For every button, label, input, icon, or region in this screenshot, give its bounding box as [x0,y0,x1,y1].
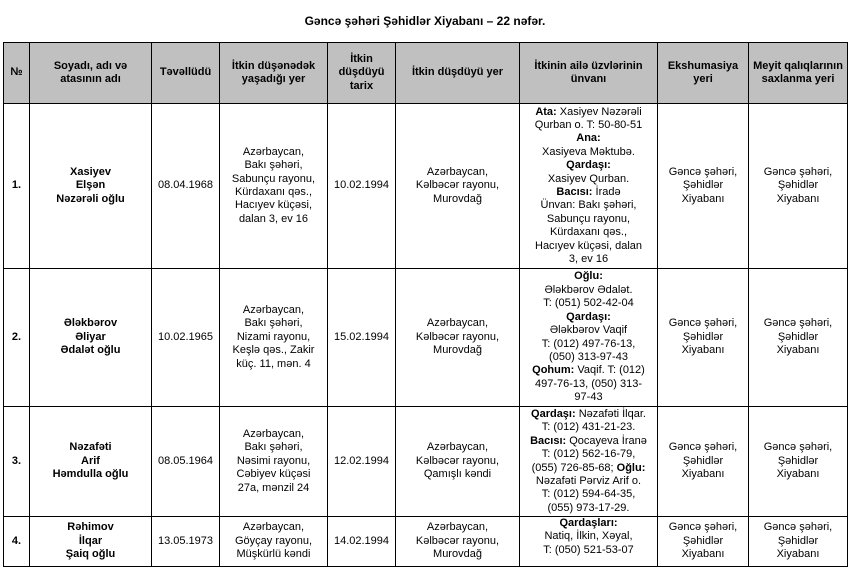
residence-line: Göyçay rayonu, [234,534,313,547]
missing-place [396,517,520,567]
person-name [30,104,152,269]
storage-line: Gəncə şəhəri, [763,521,833,534]
residence-line: 27a, mənzil 24 [237,481,310,494]
name-line: Nəzərəli oğlu [56,192,125,205]
martyrs-table [3,42,848,567]
residence-line: Bakı şəhəri, [244,317,303,330]
birth-date: 13.05.1973 [152,517,220,567]
storage-place [749,104,848,269]
exhumation-line: Şəhidlər [682,454,724,467]
family-text: T: (012) 431-21-23. [541,421,636,434]
family-contacts [520,104,658,269]
person-name [30,407,152,517]
birth-date: 08.04.1968 [152,104,220,269]
family-label: Oğlu: [616,461,646,474]
exhumation-line: Şəhidlər [682,330,724,343]
family-line [522,119,655,132]
storage-line: Gəncə şəhəri, [763,165,833,178]
family-line [522,173,655,186]
family-text: Ələkbərov Ədalət. [544,283,633,296]
family-text: 97-43 [574,391,603,404]
family-text: Hacıyev küçəsi, dalan [535,239,642,252]
missing-date: 15.02.1994 [328,269,396,407]
family-label: Ata: [535,105,557,118]
name-line: Rəhimov [67,521,114,534]
family-line [522,338,655,351]
family-text: T: (012) 497-76-13, [541,337,636,350]
header-exhumation: Ekshumasiya yeri [658,43,749,104]
family-label: Oğlu: [574,270,603,283]
storage-line: Şəhidlər [777,534,819,547]
header-name: Soyadı, adı və atasının adı [30,43,152,104]
family-text: T: (051) 502-42-04 [543,297,634,310]
family-line [522,186,655,199]
place-line: Kəlbəcər rayonu, [415,179,500,192]
family-text: Ələkbərov Vaqif [549,324,628,337]
storage-line: Gəncə şəhəri, [763,441,833,454]
residence-line: Keşlə qəs., Zakir [232,344,315,357]
residence-line: Nizami rayonu, [236,330,311,343]
family-line [522,324,655,337]
family-line [522,462,655,475]
residence-line: Müşkürlü kəndi [236,548,311,561]
name-line: Ədalət oğlu [60,344,121,357]
family-line [522,544,655,557]
family-text: Qocayeva İranə [566,434,647,447]
exhumation-place [658,104,749,269]
residence-line: Bakı şəhəri, [244,159,303,172]
family-line [522,311,655,324]
family-text: Sabunçu rayonu, [546,212,631,225]
family-text: Xasiyeva Məktubə. [542,145,635,158]
family-text: Natiq, İlkin, Xəyal, [544,530,633,543]
family-line [522,146,655,159]
header-place: İtkin düşdüyü yer [396,43,520,104]
family-line [522,213,655,226]
family-text: İradə [592,186,621,198]
person-name [30,269,152,407]
place-line: Murovdağ [433,192,482,205]
exhumation-line: Gəncə şəhəri, [668,441,738,454]
person-name [30,517,152,567]
place-line: Azərbaycan, [426,521,489,534]
family-text: T: (012) 594-64-35, [541,488,636,501]
residence-line: Sabunçu rayonu, [231,172,316,185]
name-line: Elşən [75,179,106,192]
missing-date: 12.02.1994 [328,407,396,517]
family-line [522,530,655,543]
family-contacts [520,517,658,567]
storage-line: Xiyabanı [776,192,820,205]
name-line: Nəzafəti [69,441,112,454]
missing-date: 10.02.1994 [328,104,396,269]
table-row [4,104,848,269]
family-line [522,240,655,253]
exhumation-line: Xiyabanı [681,192,725,205]
name-line: Ələkbərov [63,317,118,330]
residence [220,517,328,567]
residence [220,407,328,517]
residence-line: Azərbaycan, [242,145,305,158]
exhumation-line: Gəncə şəhəri, [668,317,738,330]
place-line: Kəlbəcər rayonu, [415,454,500,467]
exhumation-line: Xiyabanı [681,344,725,357]
residence [220,104,328,269]
missing-place [396,407,520,517]
residence-line: Nəsimi rayonu, [236,454,311,467]
family-label: Qardaşı: [531,407,576,420]
residence-line: Azərbaycan, [242,303,305,316]
residence-line: Hacıyev küçəsi, [234,199,313,212]
family-label: Bacısı: [530,434,567,447]
exhumation-line: Gəncə şəhəri, [668,521,738,534]
family-line [522,297,655,310]
family-line [522,435,655,448]
family-text: Qurban o. T: 50-80-51 [534,118,643,131]
family-text: Xasiyev Qurban. [547,172,630,185]
family-text: Kürdaxanı qəs., [549,226,628,239]
storage-line: Şəhidlər [777,454,819,467]
family-text: Nəzafəti Pərviz Arif o. [535,474,642,487]
family-label: Bacısı: [556,186,593,198]
family-text: Vaqif. T: (012) [574,364,645,377]
name-line: Xasiyev [70,165,111,178]
family-text: T: (050) 521-53-07 [543,543,634,556]
family-label: Qohum: [532,364,575,377]
family-line [522,106,655,119]
family-line [522,448,655,461]
residence-line: Azərbaycan, [242,521,305,534]
family-line [522,517,655,530]
storage-place [749,407,848,517]
place-line: Murovdağ [433,344,482,357]
header-date: İtkin düşdüyü tarix [328,43,396,104]
family-line [522,253,655,266]
family-text: (050) 313-97-43 [549,350,628,363]
name-line: İlqar [78,534,103,547]
family-text: 3, ev 16 [568,253,609,266]
family-line [522,284,655,297]
family-line [522,378,655,391]
exhumation-line: Şəhidlər [682,534,724,547]
exhumation-place [658,407,749,517]
family-label: Ana: [576,132,601,145]
family-contacts [520,407,658,517]
residence-line: küç. 11, mən. 4 [236,357,311,370]
header-family: İtkinin ailə üzvlərinin ünvanı [520,43,658,104]
exhumation-line: Xiyabanı [681,468,725,481]
residence-line: Azərbaycan, [242,427,305,440]
family-line [522,502,655,515]
family-line [522,226,655,239]
name-line: Həmdulla oğlu [52,468,129,481]
family-line [522,475,655,488]
family-text: (055) 973-17-29. [547,501,630,514]
page-title: Gəncə şəhəri Şəhidlər Xiyabanı – 22 nəfər. [304,14,546,28]
missing-place [396,104,520,269]
table-row [4,517,848,567]
family-line [522,351,655,364]
family-text: Ünvan: Bakı şəhəri, [540,199,637,212]
place-line: Murovdağ [433,548,482,561]
exhumation-line: Gəncə şəhəri, [668,165,738,178]
family-line [522,159,655,172]
place-line: Kəlbəcər rayonu, [415,534,500,547]
header-lived: İtkin düşənədək yaşadığı yer [220,43,328,104]
storage-line: Xiyabanı [776,468,820,481]
storage-line: Şəhidlər [777,179,819,192]
place-line: Azərbaycan, [426,441,489,454]
name-line: Arif [81,454,100,467]
birth-date: 10.02.1965 [152,269,220,407]
family-line [522,199,655,212]
family-line [522,270,655,283]
missing-place [396,269,520,407]
header-storage: Meyit qalıqlarının saxlanma yeri [749,43,848,104]
family-contacts [520,269,658,407]
family-line [522,488,655,501]
row-number: 2. [4,269,30,407]
family-label: Qardaşı: [566,310,611,323]
place-line: Azərbaycan, [426,317,489,330]
family-label: Qardaşı: [566,159,611,172]
family-text: 497-76-13, (050) 313- [534,377,642,390]
family-text: Nəzafəti İlqar. [575,407,646,420]
family-label: Qardaşları: [559,517,618,529]
name-line: Əliyar [75,330,106,343]
exhumation-place [658,517,749,567]
row-number: 4. [4,517,30,567]
storage-line: Gəncə şəhəri, [763,317,833,330]
exhumation-line: Şəhidlər [682,179,724,192]
residence-line: dalan 3, ev 16 [238,212,309,225]
name-line: Şaiq oğlu [65,548,116,561]
family-text: T: (012) 562-16-79, [541,448,636,461]
family-line [522,408,655,421]
place-line: Kəlbəcər rayonu, [415,330,500,343]
family-text: Xasiyev Nəzərəli [556,105,642,118]
row-number: 1. [4,104,30,269]
missing-date: 14.02.1994 [328,517,396,567]
storage-place [749,517,848,567]
storage-line: Şəhidlər [777,330,819,343]
place-line: Qamışlı kəndi [423,468,492,481]
residence-line: Bakı şəhəri, [244,441,303,454]
residence-line: Cəbiyev küçəsi [236,468,311,481]
table-row [4,407,848,517]
storage-place [749,269,848,407]
header-row [4,43,848,104]
exhumation-line: Xiyabanı [681,548,725,561]
birth-date: 08.05.1964 [152,407,220,517]
residence [220,269,328,407]
family-line [522,364,655,377]
storage-line: Xiyabanı [776,548,820,561]
header-no: № [4,43,30,104]
header-born: Təvəllüdü [152,43,220,104]
exhumation-place [658,269,749,407]
family-text: (055) 726-85-68; [531,461,617,474]
residence-line: Kürdaxanı qəs., [234,186,313,198]
family-line [522,132,655,145]
family-line [522,421,655,434]
family-line [522,391,655,404]
table-row [4,269,848,407]
place-line: Azərbaycan, [426,165,489,178]
row-number: 3. [4,407,30,517]
storage-line: Xiyabanı [776,344,820,357]
